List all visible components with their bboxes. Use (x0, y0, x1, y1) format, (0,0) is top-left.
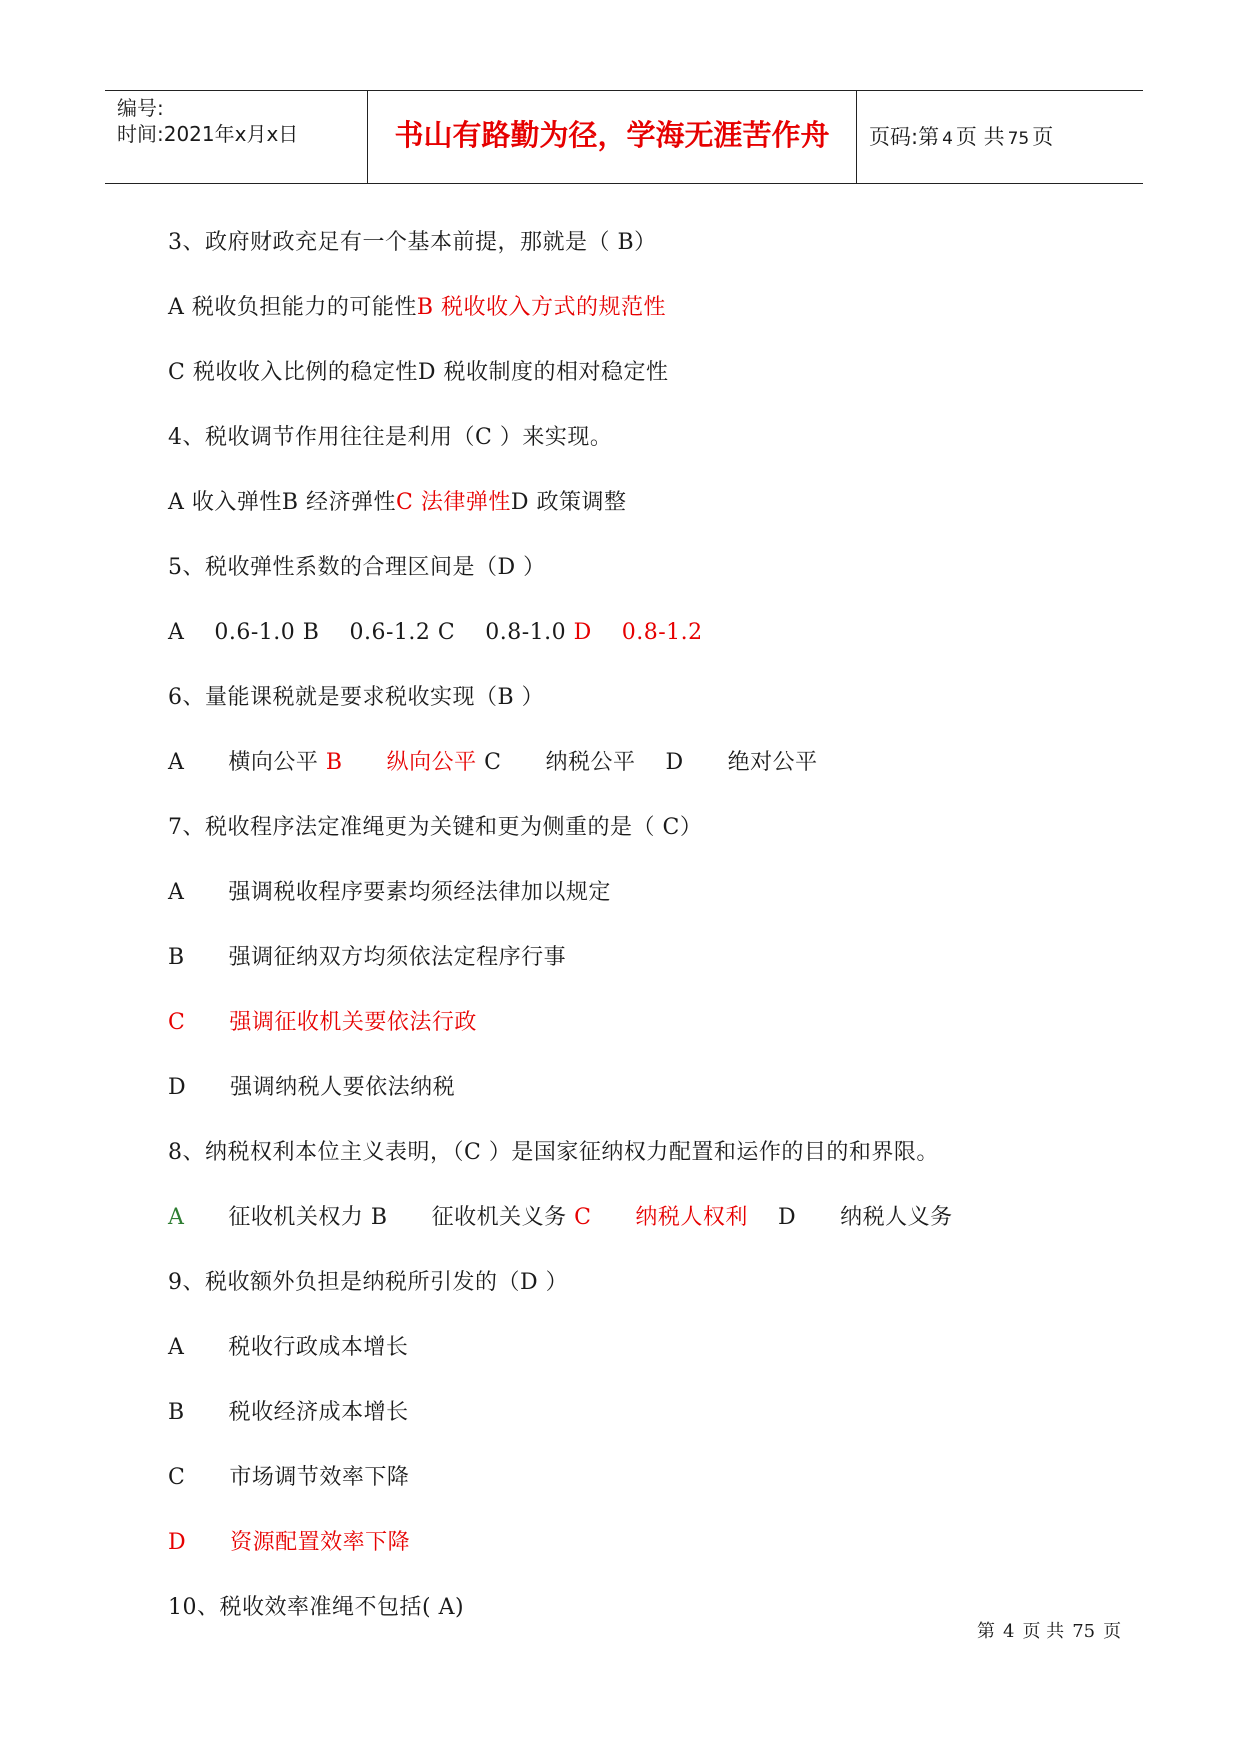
q4-option-ab: A 收入弹性B 经济弹性 (168, 490, 397, 515)
q6-c-letter: C (484, 750, 502, 775)
q9-c-text: 市场调节效率下降 (229, 1465, 410, 1490)
q6-b-letter: B (325, 750, 343, 775)
question-4-stem: 4、税收调节作用往往是利用（C ）来实现。 (168, 425, 613, 450)
question-7-stem: 7、税收程序法定准绳更为关键和更为侧重的是（ C） (168, 815, 703, 840)
question-3-options-row1 (168, 293, 666, 323)
page-prefix: 页码:第 (869, 125, 940, 149)
doc-number-label: 编号: (117, 96, 164, 120)
q8-c-letter: C (574, 1205, 592, 1230)
q5-option-c: 0.8-1.0 (485, 620, 567, 645)
q4-option-c-answer: C 法律弹性 (396, 490, 511, 515)
question-6-options (168, 748, 818, 778)
q4-option-d: D 政策调整 (510, 490, 627, 515)
q5-option-d-letter: D (573, 620, 592, 645)
doc-time-label: 时间:2021年x月x日 (117, 122, 299, 146)
q7-a-text: 强调税收程序要素均须经法律加以规定 (228, 880, 611, 905)
q9-a-letter: A (168, 1335, 185, 1360)
q5-option-d-answer: 0.8-1.2 (621, 620, 703, 645)
question-6-stem: 6、量能课税就是要求税收实现（B ） (168, 685, 545, 710)
footer-suffix: 页 (1103, 1621, 1122, 1642)
question-9-option-c (168, 1463, 409, 1493)
q9-d-text: 资源配置效率下降 (230, 1530, 411, 1555)
question-7-option-b (168, 943, 566, 973)
q8-a-letter: A (168, 1205, 185, 1230)
q6-a-letter: A (168, 750, 185, 775)
q9-b-letter: B (168, 1400, 185, 1425)
question-4-options (168, 488, 627, 518)
page-number: 4 (942, 129, 953, 149)
question-9-option-d-answer (168, 1528, 410, 1558)
page-header (105, 90, 1143, 184)
q8-d-letter: D (777, 1205, 797, 1230)
question-7-option-c-answer (168, 1008, 477, 1038)
q8-a: 征收机关权力 B (228, 1205, 388, 1230)
page-mid: 页 共 (955, 125, 1005, 149)
q3-option-b-answer: B 税收收入方式的规范性 (416, 295, 667, 320)
q6-a: 横向公平 (228, 750, 319, 775)
q7-d-text: 强调纳税人要依法纳税 (230, 1075, 456, 1100)
page-suffix: 页 (1032, 125, 1054, 149)
footer-mid: 页 共 (1022, 1621, 1065, 1642)
question-3-options-row2: C 税收收入比例的稳定性D 税收制度的相对稳定性 (168, 360, 669, 385)
q7-c-text: 强调征收机关要依法行政 (229, 1010, 477, 1035)
question-8-stem: 8、纳税权利本位主义表明，（C ）是国家征纳权力配置和运作的目的和界限。 (168, 1140, 939, 1165)
q8-d: 纳税人义务 (840, 1205, 953, 1230)
q6-b-answer: 纵向公平 (386, 750, 477, 775)
question-8-options (168, 1203, 953, 1233)
question-9-option-b (168, 1398, 409, 1428)
q9-d-letter: D (168, 1530, 187, 1555)
page-footer (977, 1620, 1129, 1644)
question-10-stem: 10、税收效率准绳不包括( A) (168, 1595, 465, 1620)
header-page-cell (857, 91, 1143, 183)
q5-option-a: 0.6-1.0 B (214, 620, 320, 645)
footer-total: 75 (1072, 1621, 1096, 1642)
question-5-stem: 5、税收弹性系数的合理区间是（D ） (168, 555, 546, 580)
q8-c-answer: 纳税人权利 (635, 1205, 748, 1230)
q8-b: 征收机关义务 (431, 1205, 567, 1230)
q7-b-text: 强调征纳双方均须依法定程序行事 (228, 945, 567, 970)
footer-page: 4 (1003, 1621, 1015, 1642)
q6-d-letter: D (665, 750, 684, 775)
q7-a-letter: A (168, 880, 185, 905)
q9-a-text: 税收行政成本增长 (228, 1335, 409, 1360)
q7-d-letter: D (168, 1075, 187, 1100)
page-total: 75 (1007, 129, 1030, 149)
q6-c: 纳税公平 (545, 750, 636, 775)
q5-option-a-letter: A (168, 620, 185, 645)
q7-c-letter: C (168, 1010, 186, 1035)
question-7-option-a (168, 878, 611, 908)
footer-prefix: 第 (977, 1621, 995, 1642)
question-9-option-a (168, 1333, 408, 1363)
q9-b-text: 税收经济成本增长 (228, 1400, 409, 1425)
question-7-option-d (168, 1073, 455, 1103)
q6-d: 绝对公平 (727, 750, 818, 775)
question-5-options (168, 618, 703, 648)
question-9-stem: 9、税收额外负担是纳税所引发的（D ） (168, 1270, 569, 1295)
header-motto: 书山有路勤为径，学海无涯苦作舟 (394, 118, 830, 152)
question-3-stem: 3、政府财政充足有一个基本前提，那就是（ B） (168, 230, 657, 255)
q7-b-letter: B (168, 945, 185, 970)
q9-c-letter: C (168, 1465, 186, 1490)
q5-option-b: 0.6-1.2 C (349, 620, 456, 645)
header-page-indicator (869, 123, 1053, 153)
header-motto-cell (368, 91, 857, 183)
q3-option-a: A 税收负担能力的可能性 (168, 295, 417, 320)
header-meta-cell (105, 91, 368, 183)
